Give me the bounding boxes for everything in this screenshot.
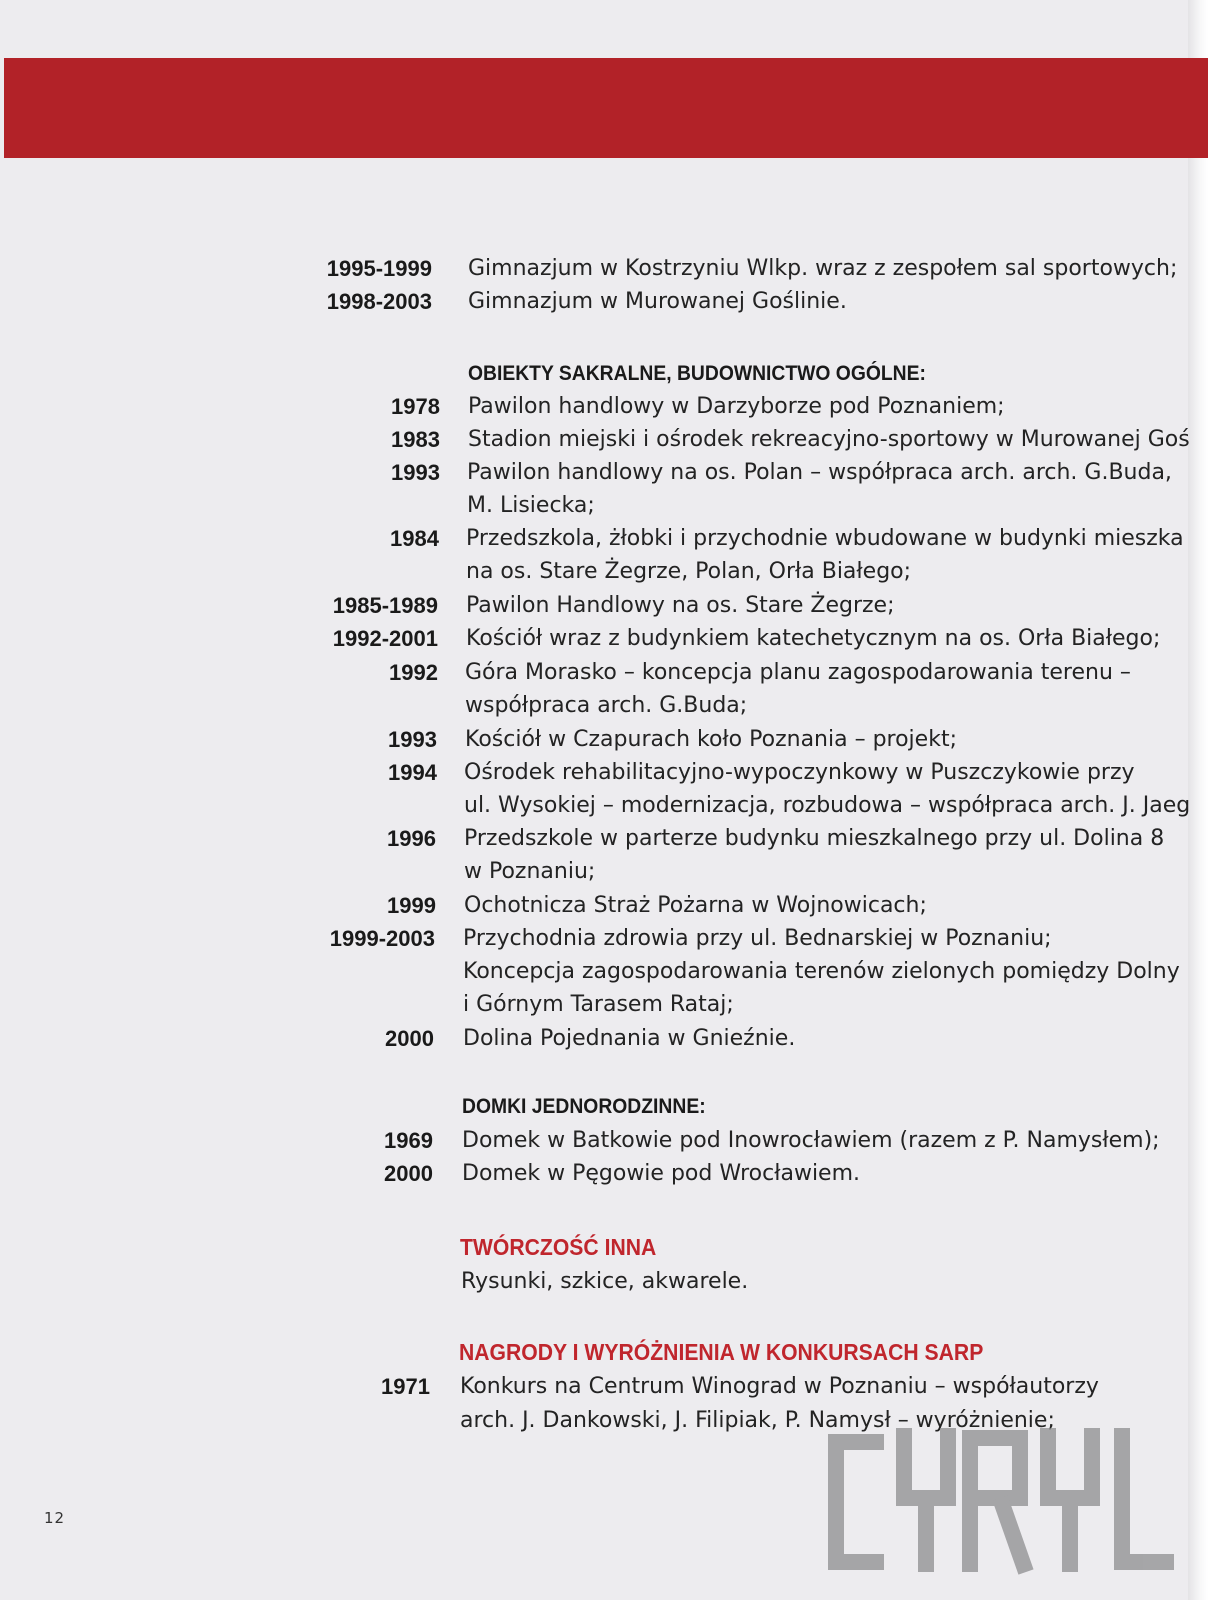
list-item [0, 252, 1208, 286]
entry-year: 1996 [387, 826, 436, 851]
list-item-continuation [0, 555, 1208, 589]
list-item [0, 1022, 1208, 1056]
list-item [0, 922, 1208, 956]
entry-year: 2000 [385, 1026, 434, 1051]
entry-text: Gimnazjum w Murowanej Goślinie. [468, 289, 847, 314]
entry-text: arch. J. Dankowski, J. Filipiak, P. Namysł – wyróżnienie; [460, 1408, 1055, 1433]
entry-text: Domek w Batkowie pod Inowrocławiem (razem z P. Namysłem); [462, 1128, 1160, 1153]
entry-year: 1995-1999 [326, 256, 432, 281]
cyryl-logo [822, 1420, 1182, 1580]
entry-text: M. Lisiecka; [467, 493, 595, 518]
list-item-continuation [0, 955, 1208, 989]
entry-year: 1999 [387, 893, 436, 918]
list-item-continuation [0, 489, 1208, 523]
entry-text: Kościół w Czapurach koło Poznania – projekt; [465, 727, 957, 752]
entry-text: Konkurs na Centrum Winograd w Poznaniu – współautorzy [460, 1374, 1099, 1399]
entry-year: 1969 [384, 1128, 433, 1153]
entry-year: 1994 [388, 760, 437, 785]
entry-year: 1978 [391, 394, 440, 419]
entry-text: Gimnazjum w Kostrzyniu Wlkp. wraz z zespołem sal sportowych; [468, 256, 1178, 281]
entry-text: Rysunki, szkice, akwarele. [461, 1269, 749, 1294]
entry-year: 2000 [384, 1161, 433, 1186]
entry-text: współpraca arch. G.Buda; [465, 693, 748, 718]
entry-year: 1998-2003 [326, 289, 432, 314]
list-item [0, 656, 1208, 690]
entry-year: 1992-2001 [332, 626, 438, 651]
section-heading-sacral: OBIEKTY SAKRALNE, BUDOWNICTWO OGÓLNE: [468, 362, 926, 385]
entry-text: Pawilon handlowy na os. Polan – współpraca arch. arch. G.Buda, [467, 460, 1172, 485]
list-item [0, 1265, 1208, 1299]
entry-text: Pawilon handlowy w Darzyborze pod Poznaniem; [468, 394, 1005, 419]
list-item [0, 1124, 1208, 1158]
entry-text: Przychodnia zdrowia przy ul. Bednarskiej w Poznaniu; [463, 926, 1052, 951]
entry-text: i Górnym Tarasem Rataj; [463, 992, 734, 1017]
list-item [0, 390, 1208, 424]
entry-text: Domek w Pęgowie pod Wrocławiem. [462, 1161, 861, 1186]
list-item [0, 1157, 1208, 1191]
entry-text: Przedszkole w parterze budynku mieszkalnego przy ul. Dolina 8 [464, 826, 1165, 851]
entry-text: Stadion miejski i ośrodek rekreacyjno-sportowy w Murowanej Goś [468, 427, 1190, 452]
list-item-continuation [0, 789, 1208, 823]
entry-text: na os. Stare Żegrze, Polan, Orła Białego; [466, 559, 912, 584]
list-item [0, 456, 1208, 490]
list-item [0, 723, 1208, 757]
list-item-continuation [0, 988, 1208, 1022]
entry-year: 1992 [389, 660, 438, 685]
entry-text: w Poznaniu; [464, 859, 596, 884]
list-item [0, 522, 1208, 556]
entry-text: Przedszkola, żłobki i przychodnie wbudowane w budynki mieszka [466, 526, 1184, 551]
entry-year: 1999-2003 [329, 926, 435, 951]
section-heading-other: TWÓRCZOŚĆ INNA [460, 1234, 657, 1260]
entry-text: ul. Wysokiej – modernizacja, rozbudowa – współpraca arch. J. Jaeg [464, 793, 1191, 818]
list-item-continuation [0, 855, 1208, 889]
list-item [0, 622, 1208, 656]
list-item [0, 1370, 1208, 1404]
entry-text: Ośrodek rehabilitacyjno-wypoczynkowy w Puszczykowie przy [464, 760, 1135, 785]
entry-year: 1984 [390, 526, 439, 551]
list-item [0, 889, 1208, 923]
list-item [0, 822, 1208, 856]
entry-year: 1983 [391, 427, 440, 452]
entry-year: 1993 [388, 727, 437, 752]
entry-text: Pawilon Handlowy na os. Stare Żegrze; [466, 593, 895, 618]
page-number: 12 [44, 1509, 66, 1527]
list-item [0, 756, 1208, 790]
entry-text: Góra Morasko – koncepcja planu zagospodarowania terenu – [465, 660, 1131, 685]
list-item [0, 423, 1208, 457]
list-item [0, 285, 1208, 319]
list-item [0, 589, 1208, 623]
section-heading-houses: DOMKI JEDNORODZINNE: [462, 1095, 706, 1118]
entry-year: 1971 [381, 1374, 430, 1399]
list-item-continuation [0, 689, 1208, 723]
entry-text: Kościół wraz z budynkiem katechetycznym na os. Orła Białego; [466, 626, 1161, 651]
entry-text: Koncepcja zagospodarowania terenów zielonych pomiędzy Dolny [463, 959, 1180, 984]
entry-text: Dolina Pojednania w Gnieźnie. [463, 1026, 796, 1051]
section-heading-awards: NAGRODY I WYRÓŻNIENIA W KONKURSACH SARP [459, 1339, 984, 1365]
entry-text: Ochotnicza Straż Pożarna w Wojnowicach; [464, 893, 927, 918]
entry-year: 1993 [391, 460, 440, 485]
entry-year: 1985-1989 [332, 593, 438, 618]
